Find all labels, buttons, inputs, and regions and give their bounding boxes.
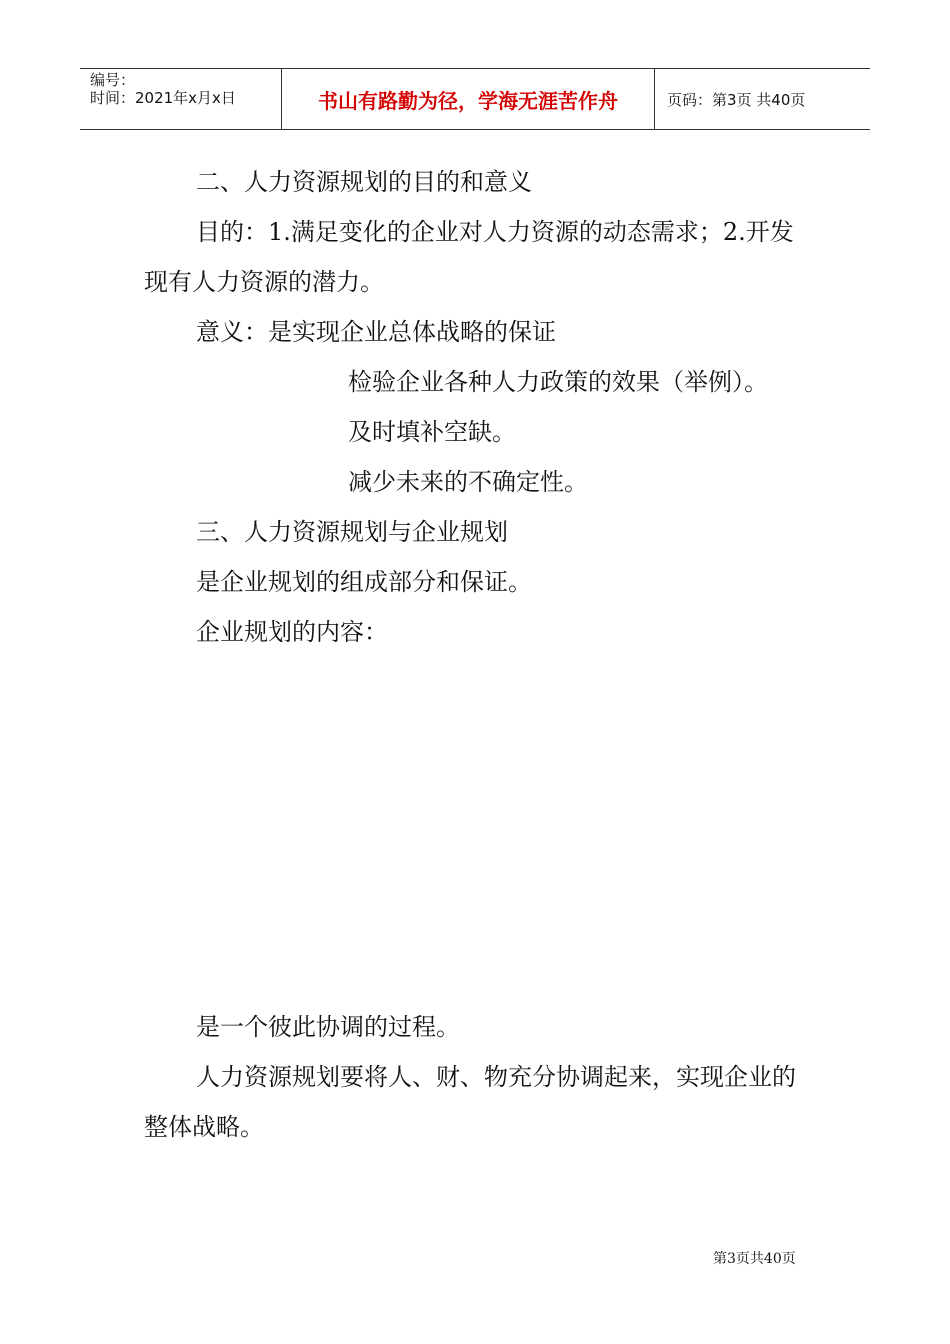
section-heading-2: 二、人力资源规划的目的和意义	[196, 168, 532, 196]
significance-line-3: 及时填补空缺。	[348, 418, 516, 446]
page-header	[80, 68, 870, 130]
number-label: 编号：	[90, 71, 136, 89]
significance-line-4: 减少未来的不确定性。	[348, 468, 588, 496]
coordination-line: 是一个彼此协调的过程。	[196, 1013, 460, 1041]
purpose-paragraph: 目的：1.满足变化的企业对人力资源的动态需求；2.开发现有人力资源的潜力。	[144, 218, 794, 296]
section-heading-3: 三、人力资源规划与企业规划	[196, 518, 508, 546]
header-page-info: 页码：第3页 共40页	[667, 90, 806, 109]
planning-content-label: 企业规划的内容：	[196, 618, 388, 646]
significance-line-1: 意义：是实现企业总体战略的保证	[196, 318, 556, 346]
page-footer: 第3页共40页	[713, 1251, 796, 1267]
planning-component-line: 是企业规划的组成部分和保证。	[196, 568, 532, 596]
header-meta	[80, 69, 282, 129]
significance-line-2: 检验企业各种人力政策的效果（举例）。	[348, 368, 768, 396]
time-label: 时间：2021年x月x日	[90, 89, 236, 107]
header-motto: 书山有路勤为径，学海无涯苦作舟	[282, 69, 655, 129]
strategy-paragraph: 人力资源规划要将人、财、物充分协调起来，实现企业的整体战略。	[144, 1063, 796, 1141]
